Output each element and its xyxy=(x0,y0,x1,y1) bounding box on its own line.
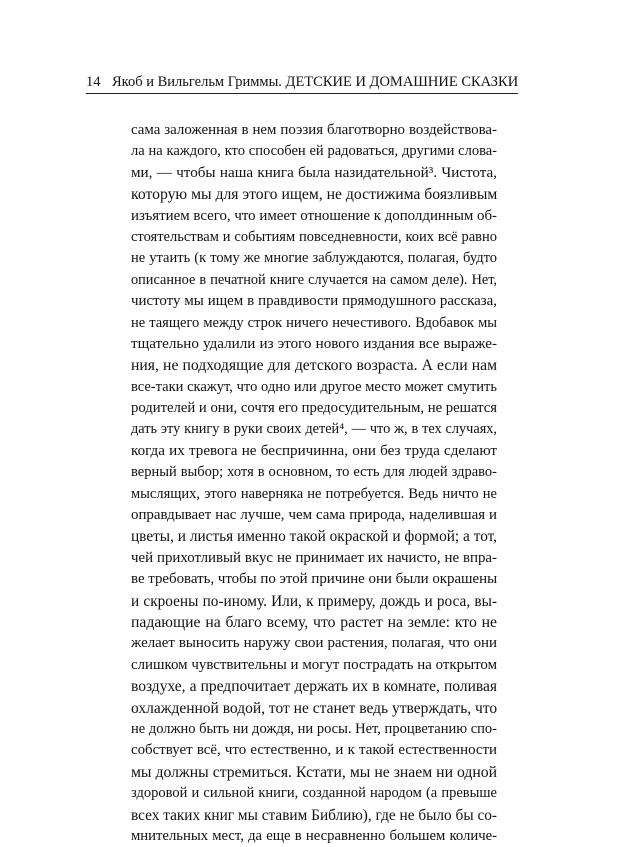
text-line: не таящего между строк ничего нечестивого. Вдобавок мы xyxy=(131,314,497,331)
header-rule xyxy=(86,93,518,94)
text-line: ла на каждого, кто способен ей радоваться, другими слова- xyxy=(131,143,497,160)
text-line: сама заложенная в нем поэзия благотворно воздействова- xyxy=(131,122,497,138)
running-title: Якоб и Вильгельм Гриммы. ДЕТСКИЕ И ДОМАШНИЕ СКАЗКИ xyxy=(112,74,519,90)
text-line: не должно быть ни дождя, ни росы. Нет, процветанию спо- xyxy=(131,720,497,737)
text-line: оправдывает нас лучше, чем сама природа, наделившая и xyxy=(131,507,497,524)
text-line: ми, — чтобы наша книга была назидательной³. Чистота, xyxy=(131,164,497,181)
text-line: мы должны стремиться. Кстати, мы не знаем ни одной xyxy=(131,763,497,781)
text-line: изъятием всего, что имеет отношение к дополдинным об- xyxy=(131,207,497,224)
text-line: мыслящих, этого наверняка не потребуется. Ведь ничто не xyxy=(131,485,497,502)
running-header xyxy=(86,74,518,91)
text-line: мнительных мест, да еще в несравненно большем количе- xyxy=(131,827,497,844)
text-line: ве требовать, чтобы по этой причине они были окрашены xyxy=(131,571,498,588)
text-line: стоятельствам и событиям повседневности, коих всё равно xyxy=(131,228,497,245)
text-line: собствует всё, что естественно, и к такой естественности xyxy=(131,742,497,759)
text-line: которую мы для этого ищем, не достижима боязливым xyxy=(131,186,498,204)
text-line: цветы, и листья именно такой окраской и формой; а тот, xyxy=(131,528,497,546)
text-line: воздухе, а предпочитает держать их в комнате, поливая xyxy=(131,678,497,696)
text-line: желает выносить наружу свои растения, полагая, что они xyxy=(131,635,497,652)
page-number: 14 xyxy=(86,74,101,90)
text-line: и скроены по-иному. Или, к примеру, дождь и роса, вы- xyxy=(131,592,497,610)
text-line: здоровой и сильной книги, созданной народом (а превыше xyxy=(131,785,497,802)
text-line: все-таки скажут, что одно или другое место может смутить xyxy=(131,378,497,395)
body-text xyxy=(131,120,497,847)
text-line: родителей и они, сочтя его предосудительным, не решатся xyxy=(131,400,497,417)
text-line: не утаить (к тому же многие заблуждаются, полагая, будто xyxy=(131,250,497,267)
text-line: верный выбор; хотя в основном, то есть для людей здраво- xyxy=(131,464,497,481)
text-line: когда их тревога не беспричинна, они без труда сделают xyxy=(131,442,497,459)
text-line: охлажденной водой, тот не станет ведь утверждать, что xyxy=(131,699,498,717)
text-line: чей прихотливый вкус не принимает их начисто, не впра- xyxy=(131,549,497,566)
text-line: всех таких книг мы ставим Библию), где не было бы со- xyxy=(131,806,497,824)
text-line: дать эту книгу в руки своих детей⁴, — что ж, в тех случаях, xyxy=(131,421,497,438)
text-line: падающие на благо всему, что растет на земле: кто не xyxy=(131,613,497,631)
text-line: ния, не подходящие для детского возраста. А если нам xyxy=(131,357,497,375)
text-line: чистоту мы ищем в правдивости прямодушного рассказа, xyxy=(131,293,497,310)
text-line: тщательно удалили из этого нового издания все выраже- xyxy=(131,335,497,352)
text-line: слишком чувствительны и могут пострадать на открытом xyxy=(131,656,497,673)
text-line: описанное в печатной книге случается на самом деле). Нет, xyxy=(131,271,497,288)
